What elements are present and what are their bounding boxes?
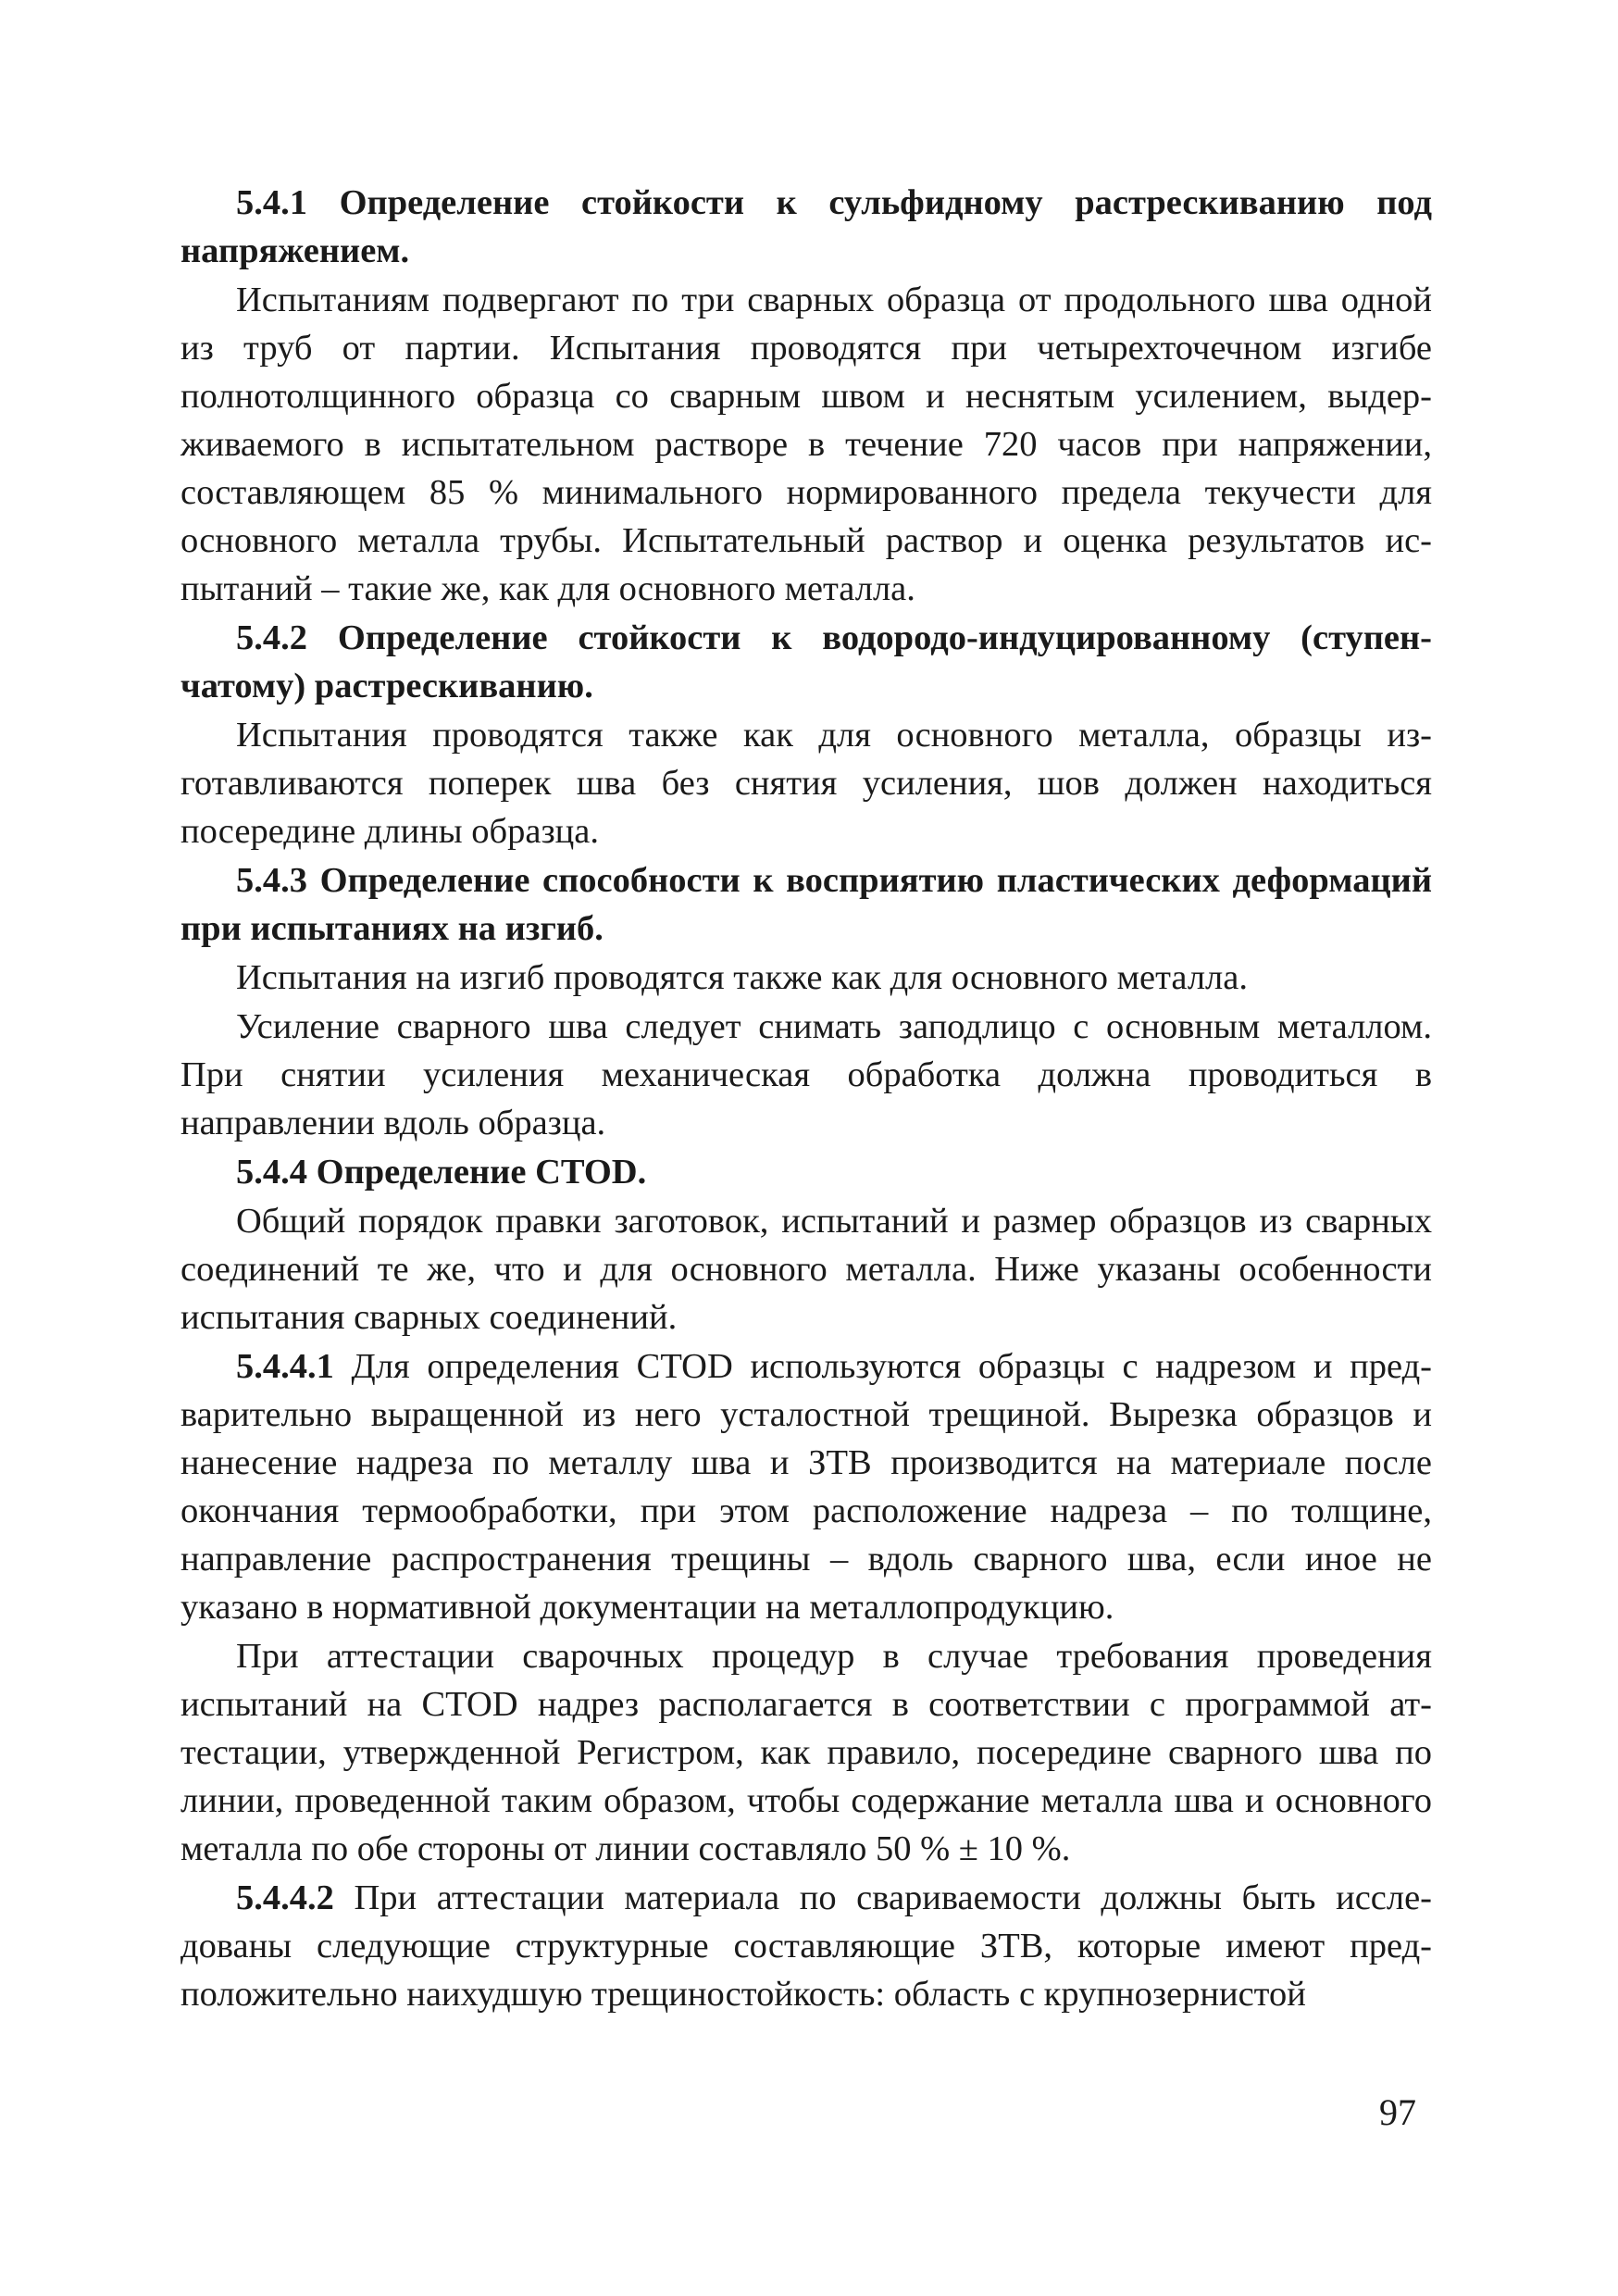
paragraph: Испытания проводятся также как для основного металла, образцы изготавливаются поперек шва без снятия усиления, шов должен находиться посередине длины образца. <box>180 716 1432 851</box>
clause-text: Для определения CTOD используются образцы с надрезом и предварительно выращенной из него усталостной трещиной. Вырезка образцов и нанесение надреза по металлу шва и ЗТВ производится на материале после окончания термообработки, при этом расположение надреза – по толщине, направление распространения трещины – вдоль сварного шва, если иное не указано в нормативной документации на металлопродукцию. <box>180 1347 1432 1627</box>
paragraph: Испытаниям подвергают по три сварных образца от продольного шва одной из труб от партии. Испытания проводятся при четырехточечном изгибе полнотолщинного образца со сварным швом и неснятым усилением, выдерживаемого в испытательном растворе в течение 720 часов при напряжении, составляющем 85 % минимального нормированного предела текучести для основного металла трубы. Испытательный раствор и оценка результатов испытаний – такие же, как для основного металла. <box>180 281 1432 608</box>
numbered-paragraph-5-4-4-2 <box>180 1874 1432 2018</box>
section-heading-5-4-2: 5.4.2 Определение стойкости к водородо-индуцированному (ступенчатому) растрескиванию. <box>180 618 1432 705</box>
clause-text: При аттестации материала по свариваемости должны быть исследованы следующие структурные составляющие ЗТВ, которые имеют предположительно наихудшую трещиностойкость: область с крупнозернистой <box>180 1878 1432 2014</box>
page-body <box>180 179 1432 2019</box>
paragraph: Испытания на изгиб проводятся также как для основного металла. <box>236 958 1248 997</box>
section-heading-5-4-4: 5.4.4 Определение CTOD. <box>236 1153 647 1192</box>
section-heading-5-4-3: 5.4.3 Определение способности к восприятию пластических деформаций при испытаниях на изгиб. <box>180 861 1432 948</box>
paragraph: Общий порядок правки заготовок, испытаний и размер образцов из сварных соединений те же, что и для основного металла. Ниже указаны особенности испытания сварных соединений. <box>180 1202 1432 1337</box>
page-number: 97 <box>1379 2091 1416 2133</box>
numbered-paragraph-5-4-4-1 <box>180 1342 1432 1631</box>
clause-number: 5.4.4.1 <box>236 1347 334 1386</box>
clause-number: 5.4.4.2 <box>236 1878 334 1917</box>
paragraph: При аттестации сварочных процедур в случае требования проведения испытаний на CTOD надрез располагается в соответствии с программой аттестации, утвержденной Регистром, как правило, посередине сварного шва по линии, проведенной таким образом, чтобы содержание металла шва и основного металла по обе стороны от линии составляло 50 % ± 10 %. <box>180 1637 1432 1868</box>
paragraph: Усиление сварного шва следует снимать заподлицо с основным металлом. При снятии усиления механическая обработка должна проводиться в направлении вдоль образца. <box>180 1007 1432 1142</box>
section-heading-5-4-1: 5.4.1 Определение стойкости к сульфидному растрескиванию под напряжением. <box>180 183 1432 270</box>
